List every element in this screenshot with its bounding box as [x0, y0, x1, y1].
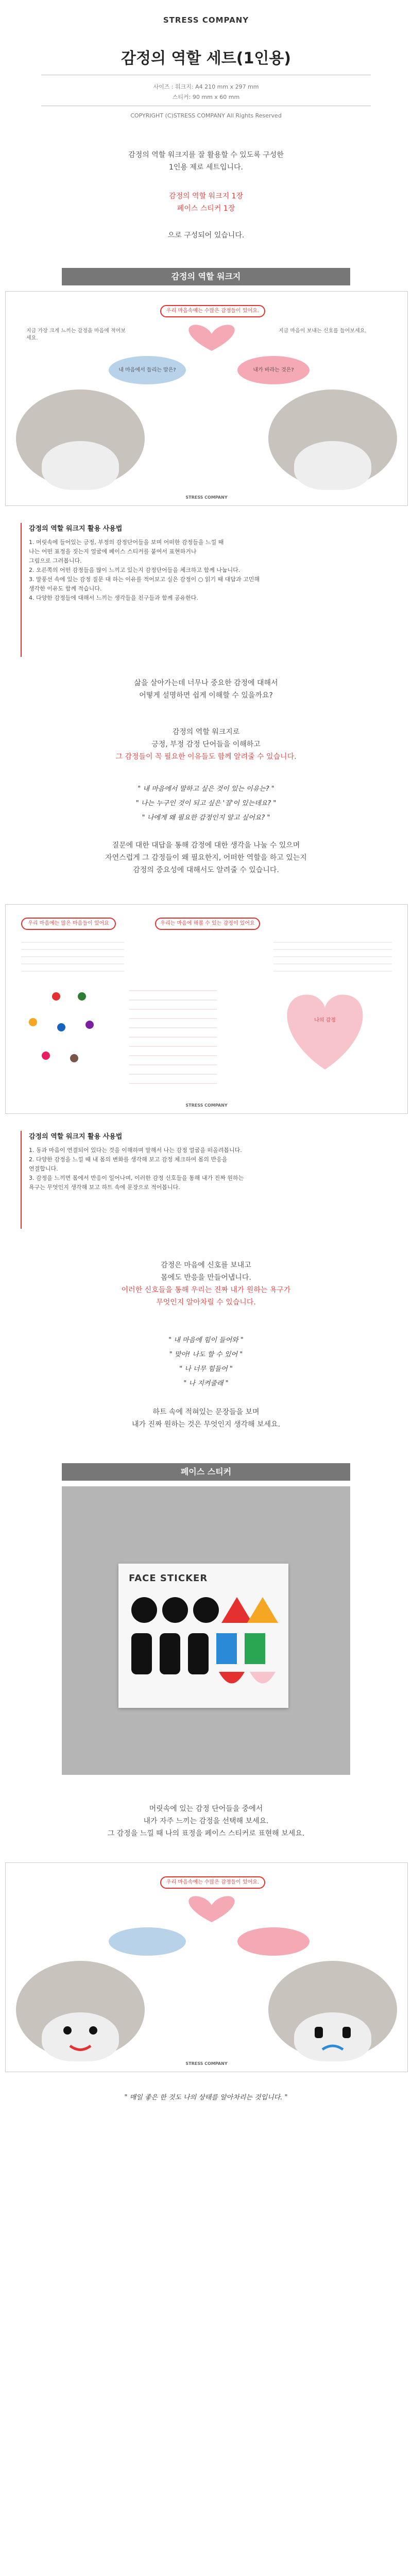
heart-label: 나의 감정	[314, 1018, 336, 1023]
worksheet-preview	[5, 291, 408, 506]
body-text: 하트 속에 적혀있는 문장들을 보며	[152, 1408, 260, 1416]
sticker-sheet	[118, 1564, 288, 1708]
highlight-text: 무엇인지 알아차릴 수 있습니다.	[156, 1298, 256, 1307]
quote-text: " 나 지켜줄래 "	[183, 1380, 229, 1387]
body-text: 감정의 중요성에 대해서도 알려줄 수 있습니다.	[133, 866, 279, 874]
quote-text: " 나에게 왜 필요한 감정인지 알고 싶어요? "	[142, 814, 270, 822]
section-band: 페이스 스티커	[62, 1463, 350, 1481]
sticker-shapes	[129, 1595, 278, 1698]
worksheet-pill: 우리 마음에는 많은 마음들이 있어요	[21, 918, 116, 930]
emotion-dot	[57, 1023, 65, 1031]
body-text: 내가 진짜 원하는 것은 무엇인지 생각해 보세요.	[131, 1420, 281, 1429]
body-text: 질문에 대한 대답을 통해 감정에 대한 생각을 나눌 수 있으며	[112, 841, 300, 850]
set-item: 페이스 스티커 1장	[177, 205, 235, 213]
highlight-text: 그 감정들이 꼭 필요한 이유들도 함께 알려줄 수 있습니다.	[115, 753, 297, 761]
sticker-photo	[62, 1486, 350, 1775]
guide-line: 3. 말풍선 속에 있는 감정 질문 대 하는 이유를 적어보고 실은 감정이 ○ 읽기 때 대답과 고민해	[29, 576, 260, 583]
emotion-dot	[29, 1018, 37, 1026]
body-text: 긍정, 부정 감정 단어들을 이해하고	[151, 740, 261, 749]
face-icon	[42, 441, 119, 490]
body-text: 삶을 살아가는데 너무나 중요한 감정에 대해서	[134, 679, 278, 687]
body-text: 몸에도 반응을 만들어냅니다.	[161, 1274, 251, 1282]
body-text: 그 감정을 느낄 때 나의 표정을 페이스 스티커로 표현해 보세요.	[107, 1829, 305, 1838]
quote-text: " 내 마음에서 말하고 싶은 것이 있는 이유는? "	[138, 785, 274, 793]
worksheet-footer: STRESS COMPANY	[185, 2061, 228, 2066]
section-band: 감정의 역할 워크지	[62, 268, 350, 285]
guide-line: 1. 동과 마음이 연결되어 있다는 것을 이해하며 말해서 나는 감정 얼굴을 떠올려봅니다.	[29, 1147, 242, 1154]
guide-line: 연결합니다.	[29, 1165, 58, 1172]
guide-title: 감정의 역할 워크지 활용 사용법	[29, 525, 123, 533]
emotion-dot	[85, 1021, 94, 1029]
highlight-text: 이러한 신호들을 통해 우리는 진짜 내가 원하는 욕구가	[121, 1286, 291, 1294]
speech-bubble	[109, 1927, 186, 1956]
quote-text: " 맞아! 나도 할 수 있어 "	[169, 1351, 243, 1359]
emotion-dot	[78, 992, 86, 1001]
heart-icon	[170, 323, 253, 353]
guide-title: 감정의 역할 워크지 활용 사용법	[29, 1133, 123, 1141]
worksheet-pill: 우리 마음속에는 수많은 감정들이 있어요.	[160, 305, 265, 317]
guide-line: 2. 오른쪽의 어떤 감정들을 많이 느끼고 있는지 감정단어들을 체크하고 함께 나눕니다.	[29, 567, 241, 573]
emotion-dot	[52, 992, 60, 1001]
body-text: 자연스럽게 그 감정들이 왜 필요한지, 어떠한 역할을 하고 있는지	[105, 854, 307, 862]
guide-line: 그림으로 그려봅니다.	[29, 557, 82, 564]
guide-line: 생각한 이유도 함께 적습니다.	[29, 585, 102, 592]
copyright-text: COPYRIGHT (C)STRESS COMPANY All Rights Reserved	[130, 112, 282, 119]
intro-line: 1인용 제로 세트입니다.	[169, 163, 243, 172]
guide-line: 욕구는 무엇인지 생각해 보고 하트 속에 문장으로 적어봅니다.	[29, 1184, 180, 1191]
page-title: 감정의 역할 세트(1인용)	[121, 49, 291, 67]
heart-icon	[273, 987, 376, 1075]
body-text: 내가 자주 느끼는 감정을 선택해 보세요.	[143, 1817, 269, 1825]
caption-text: " 매일 좋은 한 것도 나의 상태를 알아차리는 것입니다. "	[124, 2094, 288, 2102]
checklist-box	[273, 936, 392, 977]
guide-line: 4. 다양한 감정들에 대해서 느끼는 생각들을 친구들과 함께 공유한다.	[29, 595, 198, 601]
emotion-dot	[42, 1052, 50, 1060]
worksheet-preview	[5, 904, 408, 1114]
brand-logo: STRESS COMPANY	[163, 15, 249, 25]
speech-bubble: 내가 바라는 것은?	[237, 356, 310, 384]
guide-line: 1. 머릿속에 들어있는 긍정, 부정의 감정단어들을 보며 어떠한 감정들을 느낄 때	[29, 539, 224, 546]
body-text: 머릿속에 있는 감정 단어들을 중에서	[149, 1805, 263, 1813]
face-icon	[294, 441, 371, 490]
worksheet-footer: STRESS COMPANY	[185, 1103, 228, 1108]
guide-line: 3. 감정을 느끼면 몸에서 반응이 일어나며, 이러한 감정 신호들을 통해 내가 진짜 원하는	[29, 1175, 244, 1181]
quote-text: " 내 마음에 힘이 들어와 "	[168, 1336, 244, 1344]
worksheet-note: 지금 가장 크게 느끼는 감정을 마음에 적어보세요.	[26, 328, 126, 341]
face-icon	[294, 2012, 371, 2061]
spec-sticker: 스티커: 90 mm x 60 mm	[172, 94, 240, 100]
body-text: 어떻게 설명하면 쉽게 이해할 수 있을까요?	[139, 691, 273, 700]
body-reaction-list	[129, 982, 217, 1085]
spec-size: 사이즈 : 워크지: A4 210 mm x 297 mm	[153, 83, 259, 90]
usage-guide	[21, 523, 400, 657]
worksheet-pill: 우리는 마음에 해볼 수 있는 감정이 있어요	[155, 918, 260, 930]
heart-icon	[170, 1894, 253, 1925]
guide-line: 나는 어떤 표정을 짓는지 얼굴에 페이스 스티커를 붙여서 표현하거나	[29, 548, 197, 555]
worksheet-pill: 우리 마음속에는 수많은 감정들이 있어요.	[160, 1876, 265, 1889]
speech-bubble: 내 마음에서 들리는 말은?	[109, 356, 186, 384]
body-text: 감정의 역할 워크지로	[172, 728, 240, 736]
usage-guide	[21, 1131, 400, 1229]
set-item: 감정의 역할 워크지 1장	[169, 192, 243, 200]
worksheet-preview	[5, 1862, 408, 2072]
intro-line: 감정의 역할 워크지를 잘 활용할 수 있도록 구성한	[128, 151, 284, 159]
face-icon	[42, 2012, 119, 2061]
guide-line: 2. 다양한 감정을 느낄 때 내 몸의 변화를 생각해 보고 감정 체크하여 몸의 반응을	[29, 1156, 228, 1163]
intro-line: 으로 구성되어 있습니다.	[167, 231, 245, 240]
worksheet-footer: STRESS COMPANY	[185, 495, 228, 500]
worksheet-note: 지금 마음이 보내는 신호를 들어보세요.	[279, 328, 367, 334]
emotion-dot	[70, 1054, 78, 1062]
body-text: 감정은 마음에 신호를 보내고	[161, 1261, 251, 1269]
sticker-title: FACE STICKER	[129, 1573, 208, 1584]
quote-text: " 나 너무 힘들어 "	[179, 1365, 233, 1373]
speech-bubble	[237, 1927, 310, 1956]
checklist-box	[21, 936, 124, 977]
quote-text: " 나는 누구인 것이 되고 싶은 '질'이 있는데요? "	[135, 800, 277, 807]
